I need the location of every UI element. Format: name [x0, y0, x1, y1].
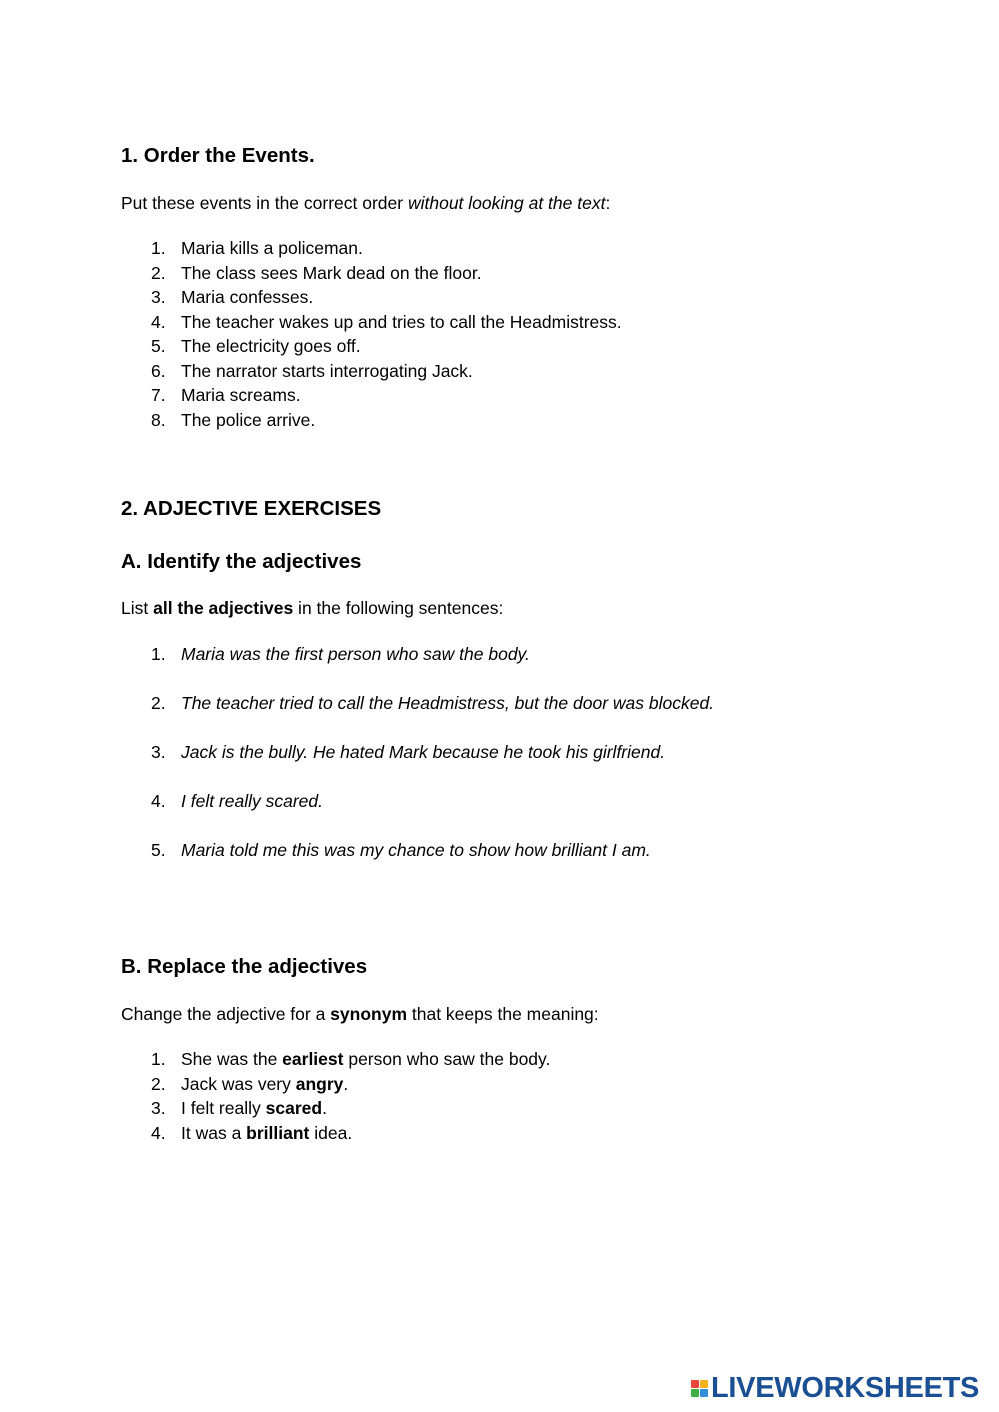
event-item: 1. Maria kills a policeman.: [151, 238, 363, 258]
logo-square-yellow: [700, 1380, 708, 1388]
logo-grid-icon: [691, 1380, 708, 1397]
synonym-item: 3. I felt really scared.: [151, 1098, 327, 1118]
section-1-title: 1. Order the Events.: [121, 144, 315, 167]
event-item: 4. The teacher wakes up and tries to call the Headmistress.: [151, 311, 622, 332]
section-1-instruction-post: :: [605, 193, 611, 213]
section-1-instruction-pre: Put these events in the correct order: [121, 193, 408, 213]
logo-square-red: [691, 1380, 699, 1388]
event-item: 8. The police arrive.: [151, 409, 316, 430]
events-list: [121, 236, 622, 432]
sentence-item: 4. I felt really scared.: [151, 791, 323, 811]
part-b-title: B. Replace the adjectives: [121, 955, 368, 978]
event-item: 3. Maria confesses.: [151, 287, 314, 307]
event-item: 2. The class sees Mark dead on the floor.: [151, 262, 482, 283]
logo-text: LIVEWORKSHEETS: [711, 1372, 980, 1404]
liveworksheets-logo[interactable]: [691, 1373, 979, 1403]
sentence-item: 5. Maria told me this was my chance to show how brilliant I am.: [151, 840, 651, 860]
part-a-instruction: List all the adjectives in the following sentences:: [121, 598, 504, 618]
section-1-instruction: [121, 193, 610, 214]
logo-square-blue: [700, 1389, 708, 1397]
event-item: 7. Maria screams.: [151, 385, 301, 405]
synonym-item: 1. She was the earliest person who saw the body.: [151, 1049, 551, 1069]
event-item: 6. The narrator starts interrogating Jack.: [151, 360, 473, 381]
sentence-item: 2. The teacher tried to call the Headmistress, but the door was blocked.: [151, 693, 715, 713]
sentence-item: 3. Jack is the bully. He hated Mark because he took his girlfriend.: [151, 742, 666, 762]
section-1-instruction-italic: without looking at the text: [407, 193, 606, 213]
synonym-list: [121, 1047, 550, 1145]
part-b-instruction: Change the adjective for a synonym that keeps the meaning:: [121, 1004, 599, 1024]
adjective-sentences-list: [121, 642, 714, 887]
synonym-item: 2. Jack was very angry.: [151, 1073, 349, 1094]
sentence-item: 1. Maria was the first person who saw the body.: [151, 644, 530, 664]
section-2-title: 2. ADJECTIVE EXERCISES: [121, 497, 382, 520]
synonym-item: 4. It was a brilliant idea.: [151, 1122, 353, 1143]
part-a-title: A. Identify the adjectives: [121, 550, 362, 573]
event-item: 5. The electricity goes off.: [151, 336, 361, 356]
logo-square-green: [691, 1389, 699, 1397]
